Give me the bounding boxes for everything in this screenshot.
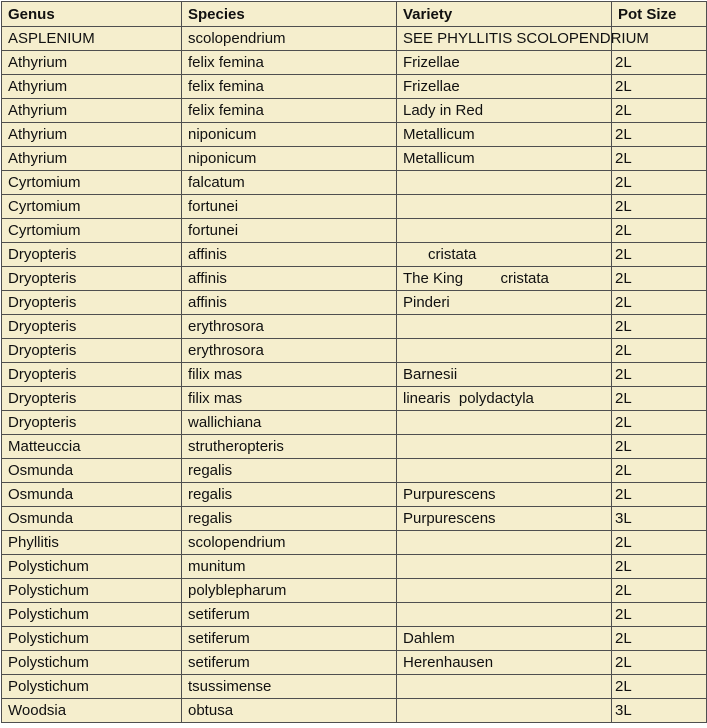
pot-size-cell: 2L xyxy=(612,675,707,699)
genus-cell: Dryopteris xyxy=(2,267,182,291)
table-row xyxy=(2,699,707,723)
genus-cell: Polystichum xyxy=(2,555,182,579)
species-cell: affinis xyxy=(182,291,397,315)
genus-cell: Cyrtomium xyxy=(2,171,182,195)
genus-cell: Osmunda xyxy=(2,483,182,507)
table-row xyxy=(2,123,707,147)
genus-cell: Polystichum xyxy=(2,675,182,699)
header-pot-size: Pot Size xyxy=(612,2,707,27)
variety-cell: Herenhausen xyxy=(397,651,612,675)
variety-cell: The King cristata xyxy=(397,267,612,291)
pot-size-cell: 2L xyxy=(612,555,707,579)
variety-cell: Purpurescens xyxy=(397,483,612,507)
genus-cell: Osmunda xyxy=(2,507,182,531)
species-cell: fortunei xyxy=(182,219,397,243)
table-row xyxy=(2,51,707,75)
variety-cell xyxy=(397,171,612,195)
pot-size-cell: 2L xyxy=(612,171,707,195)
pot-size-cell: 2L xyxy=(612,315,707,339)
species-cell: affinis xyxy=(182,267,397,291)
header-species: Species xyxy=(182,2,397,27)
species-cell: felix femina xyxy=(182,99,397,123)
table-row xyxy=(2,171,707,195)
variety-cell: SEE PHYLLITIS SCOLOPENDRIUM xyxy=(397,27,612,51)
genus-cell: Athyrium xyxy=(2,75,182,99)
genus-cell: Athyrium xyxy=(2,147,182,171)
species-cell: fortunei xyxy=(182,195,397,219)
pot-size-cell: 2L xyxy=(612,603,707,627)
species-cell: filix mas xyxy=(182,363,397,387)
variety-cell xyxy=(397,315,612,339)
species-cell: regalis xyxy=(182,507,397,531)
table-row xyxy=(2,219,707,243)
species-cell: regalis xyxy=(182,483,397,507)
fern-stock-table xyxy=(1,1,707,723)
variety-cell: linearis polydactyla xyxy=(397,387,612,411)
genus-cell: Dryopteris xyxy=(2,243,182,267)
table-row xyxy=(2,99,707,123)
table-row xyxy=(2,603,707,627)
species-cell: falcatum xyxy=(182,171,397,195)
pot-size-cell: 2L xyxy=(612,75,707,99)
table-row xyxy=(2,411,707,435)
species-cell: felix femina xyxy=(182,75,397,99)
pot-size-cell: 2L xyxy=(612,531,707,555)
variety-cell: Metallicum xyxy=(397,123,612,147)
pot-size-cell: 2L xyxy=(612,243,707,267)
variety-cell: Barnesii xyxy=(397,363,612,387)
table-row xyxy=(2,315,707,339)
variety-cell: Metallicum xyxy=(397,147,612,171)
variety-cell xyxy=(397,579,612,603)
variety-cell: Frizellae xyxy=(397,75,612,99)
table-row xyxy=(2,363,707,387)
table-row xyxy=(2,483,707,507)
table-row xyxy=(2,387,707,411)
table-header-row xyxy=(2,2,707,27)
table-row xyxy=(2,531,707,555)
variety-cell xyxy=(397,603,612,627)
species-cell: scolopendrium xyxy=(182,27,397,51)
genus-cell: Phyllitis xyxy=(2,531,182,555)
species-cell: affinis xyxy=(182,243,397,267)
species-cell: niponicum xyxy=(182,123,397,147)
pot-size-cell: 2L xyxy=(612,51,707,75)
genus-cell: Dryopteris xyxy=(2,387,182,411)
genus-cell: Polystichum xyxy=(2,627,182,651)
table-row xyxy=(2,435,707,459)
genus-cell: Matteuccia xyxy=(2,435,182,459)
variety-cell: Purpurescens xyxy=(397,507,612,531)
species-cell: filix mas xyxy=(182,387,397,411)
table-row xyxy=(2,27,707,51)
genus-cell: Dryopteris xyxy=(2,315,182,339)
species-cell: strutheropteris xyxy=(182,435,397,459)
pot-size-cell: 2L xyxy=(612,123,707,147)
variety-cell xyxy=(397,675,612,699)
pot-size-cell: 2L xyxy=(612,387,707,411)
genus-cell: Athyrium xyxy=(2,99,182,123)
pot-size-cell: 3L xyxy=(612,507,707,531)
table-row xyxy=(2,339,707,363)
table-row xyxy=(2,75,707,99)
table-row xyxy=(2,627,707,651)
species-cell: setiferum xyxy=(182,627,397,651)
species-cell: tsussimense xyxy=(182,675,397,699)
genus-cell: Polystichum xyxy=(2,651,182,675)
pot-size-cell: 2L xyxy=(612,411,707,435)
pot-size-cell: 3L xyxy=(612,699,707,723)
species-cell: wallichiana xyxy=(182,411,397,435)
table-row xyxy=(2,675,707,699)
table-row xyxy=(2,555,707,579)
variety-cell: Lady in Red xyxy=(397,99,612,123)
variety-cell xyxy=(397,699,612,723)
variety-cell xyxy=(397,339,612,363)
genus-cell: Osmunda xyxy=(2,459,182,483)
pot-size-cell: 2L xyxy=(612,267,707,291)
header-genus: Genus xyxy=(2,2,182,27)
genus-cell: Cyrtomium xyxy=(2,219,182,243)
pot-size-cell: 2L xyxy=(612,219,707,243)
pot-size-cell: 2L xyxy=(612,195,707,219)
table-body xyxy=(2,27,707,723)
table-row xyxy=(2,243,707,267)
species-cell: scolopendrium xyxy=(182,531,397,555)
species-cell: munitum xyxy=(182,555,397,579)
genus-cell: Polystichum xyxy=(2,579,182,603)
variety-cell xyxy=(397,555,612,579)
variety-cell: Frizellae xyxy=(397,51,612,75)
pot-size-cell: 2L xyxy=(612,99,707,123)
table-row xyxy=(2,507,707,531)
variety-cell: Dahlem xyxy=(397,627,612,651)
table-row xyxy=(2,459,707,483)
pot-size-cell: 2L xyxy=(612,579,707,603)
species-cell: setiferum xyxy=(182,603,397,627)
variety-cell xyxy=(397,531,612,555)
header-variety: Variety xyxy=(397,2,612,27)
species-cell: obtusa xyxy=(182,699,397,723)
variety-cell xyxy=(397,195,612,219)
species-cell: setiferum xyxy=(182,651,397,675)
genus-cell: Dryopteris xyxy=(2,339,182,363)
table-row xyxy=(2,651,707,675)
species-cell: erythrosora xyxy=(182,315,397,339)
species-cell: felix femina xyxy=(182,51,397,75)
table-row xyxy=(2,579,707,603)
genus-cell: Dryopteris xyxy=(2,411,182,435)
table-row xyxy=(2,147,707,171)
species-cell: erythrosora xyxy=(182,339,397,363)
genus-cell: Dryopteris xyxy=(2,291,182,315)
variety-cell xyxy=(397,411,612,435)
genus-cell: Polystichum xyxy=(2,603,182,627)
species-cell: polyblepharum xyxy=(182,579,397,603)
pot-size-cell: 2L xyxy=(612,291,707,315)
genus-cell: Cyrtomium xyxy=(2,195,182,219)
pot-size-cell: 2L xyxy=(612,651,707,675)
variety-cell xyxy=(397,219,612,243)
variety-cell: cristata xyxy=(397,243,612,267)
species-cell: niponicum xyxy=(182,147,397,171)
pot-size-cell: 2L xyxy=(612,483,707,507)
pot-size-cell: 2L xyxy=(612,363,707,387)
pot-size-cell: 2L xyxy=(612,627,707,651)
variety-cell: Pinderi xyxy=(397,291,612,315)
pot-size-cell: 2L xyxy=(612,435,707,459)
genus-cell: ASPLENIUM xyxy=(2,27,182,51)
genus-cell: Athyrium xyxy=(2,51,182,75)
table-row xyxy=(2,291,707,315)
genus-cell: Dryopteris xyxy=(2,363,182,387)
variety-cell xyxy=(397,435,612,459)
genus-cell: Woodsia xyxy=(2,699,182,723)
table-row xyxy=(2,267,707,291)
pot-size-cell: 2L xyxy=(612,339,707,363)
genus-cell: Athyrium xyxy=(2,123,182,147)
species-cell: regalis xyxy=(182,459,397,483)
table-row xyxy=(2,195,707,219)
variety-cell xyxy=(397,459,612,483)
pot-size-cell: 2L xyxy=(612,147,707,171)
pot-size-cell: 2L xyxy=(612,459,707,483)
